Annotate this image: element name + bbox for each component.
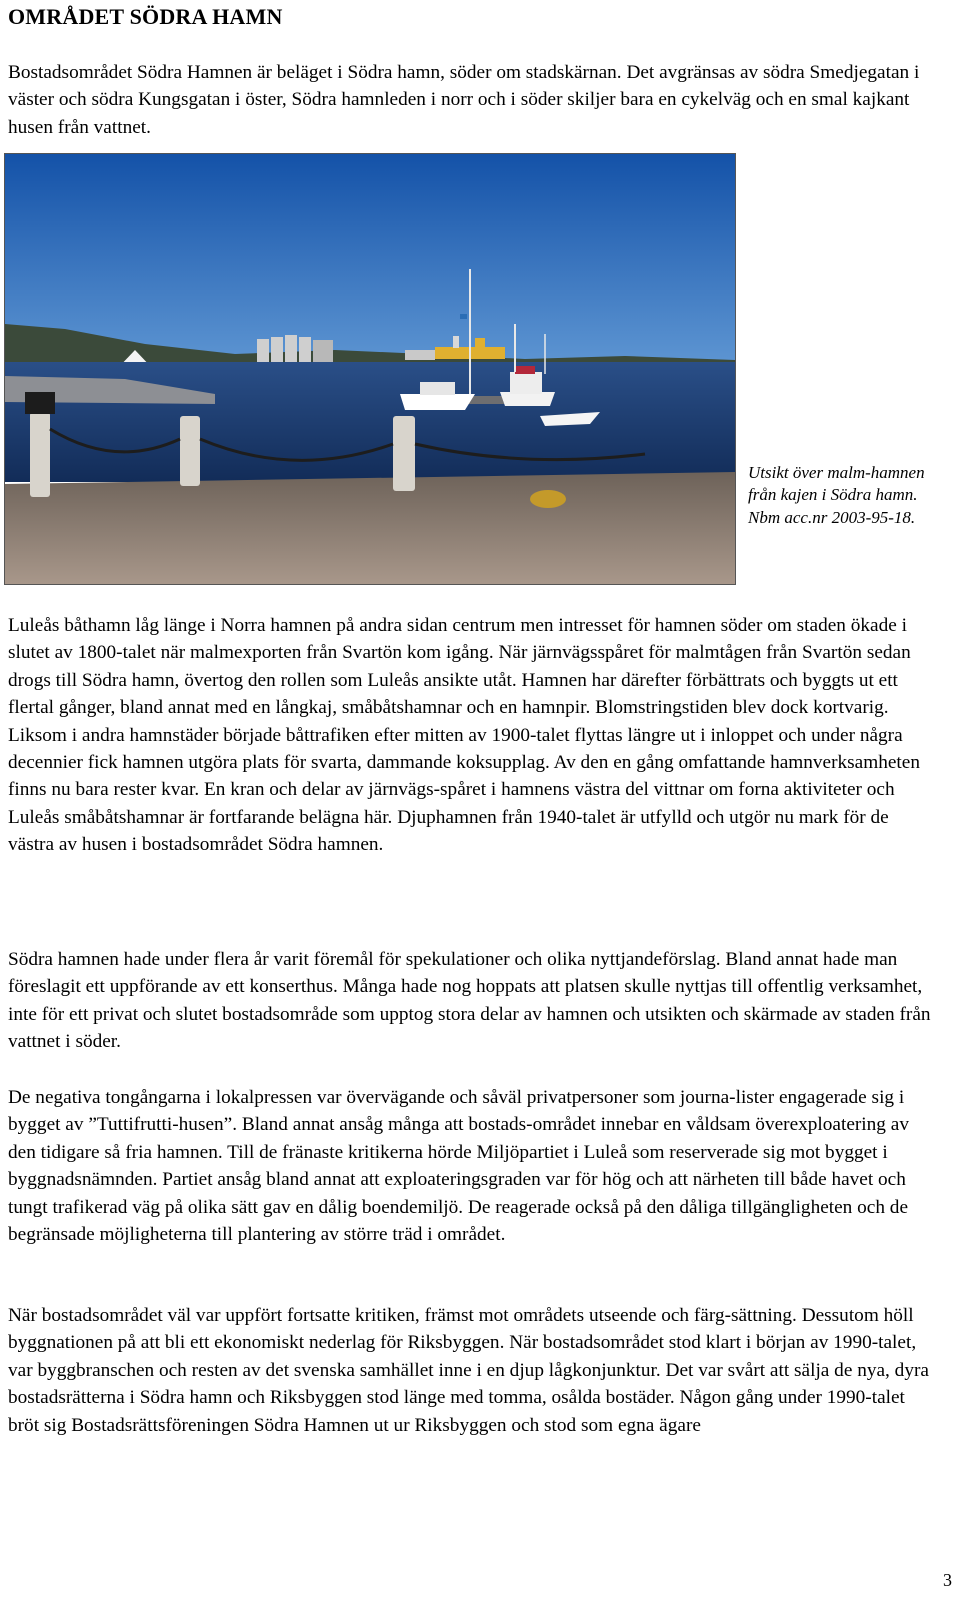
quay-pavement — [5, 472, 735, 584]
sky — [5, 154, 735, 364]
section-heading: OMRÅDET SÖDRA HAMN — [8, 4, 283, 29]
intro-paragraph: Bostadsområdet Södra Hamnen är beläget i Södra hamn, söder om stadskärnan. Det avgränsas av södra Smedjegatan i väster och södra Kungsgatan i öster, Södra hamnleden i norr och i söder skiljer bara en cykelväg och en smal kajkant husen från vattnet. — [8, 62, 920, 138]
page-number: 3 — [943, 1570, 952, 1590]
body-paragraph: De negativa tongångarna i lokalpressen var övervägande och såväl privatpersoner som journa-lister engagerade sig i bygget av ”Tuttifrutti-husen”. Bland annat ansåg många att bostads-området innebar en våldsam överexploatering av den tidigare så fria hamnen. Till de fränaste kritikerna hörde Miljöpartiet i Luleå som reserverade sig mot bygget i byggnadsnämnden. Partiet ansåg bland annat att exploateringsgraden var för hög och att närheten till både havet och tungt trafikerad väg på olika sätt gav en dålig boendemiljö. De reagerade också på den dåliga tillgängligheten och de begränsade möjligheterna till plantering av större träd i området. — [8, 1087, 909, 1246]
body-paragraph: Södra hamnen hade under flera år varit föremål för spekulationer och olika nyttjandeförslag. Bland annat hade man föreslagit ett uppförande av ett konserthus. Många hade nog hoppats att platsen skulle nyttjas till offentlig verksamhet, inte för ett privat och slutet bostadsområde som upptog stora delar av hamnen och utsikten och skärmade av staden från vattnet i söder. — [8, 949, 931, 1053]
mooring-cleat — [530, 490, 566, 508]
black-bollard-top — [25, 392, 55, 414]
harbor-photo — [4, 153, 736, 585]
body-paragraph: När bostadsområdet väl var uppfört fortsatte kritiken, främst mot områdets utseende och färg-sättning. Dessutom höll byggnationen på att bli ett ekonomiskt nederlag för Riksbyggen. När bostadsområdet stod klart i början av 1990-talet, var byggbranschen och resten av det svenska samhället inne i en djup lågkonjunktur. Det var svårt att sälja de nya, dyra bostadsrätterna i Södra hamn och Riksbyggen stod länge med tomma, osålda bostäder. Någon gång under 1990-talet bröt sig Bostadsrättsföreningen Södra Hamnen ut ur Riksbyggen och stod som egna ägare — [8, 1305, 929, 1436]
photo-caption: Utsikt över malm-hamnen från kajen i Södra hamn. Nbm acc.nr 2003-95-18. — [748, 463, 925, 527]
body-paragraph: Luleås båthamn låg länge i Norra hamnen på andra sidan centrum men intresset för hamnen söder om staden ökade i slutet av 1800-talet när malmexporten från Svartön kom igång. När järnvägsspåret för malmtågen från Svartön sedan drogs till Södra hamn, övertog den rollen som Luleås ansikte utåt. Hamnen har därefter förbättrats och byggts ut ett flertal gånger, bland annat med en långkaj, småbåtshamnar och en hamnpir. Blomstringstiden blev dock kortvarig. Liksom i andra hamnstäder började båttrafiken efter mitten av 1900-talet flyttas längre ut i inloppet och under några decennier fick hamnen utgöra plats för svarta, dammande koksupplag. Av den en gång omfattande hamnverksamheten finns nu bara rester kvar. En kran och delar av järnvägs-spåret i hamnens västra del vittnar om forna aktiviteter och Luleås småbåtshamnar är fortfarande belägna här. Djuphamnen från 1940-talet är utfylld och utgör nu mark för de västra av husen i bostadsområdet Södra hamnen. — [8, 615, 920, 856]
